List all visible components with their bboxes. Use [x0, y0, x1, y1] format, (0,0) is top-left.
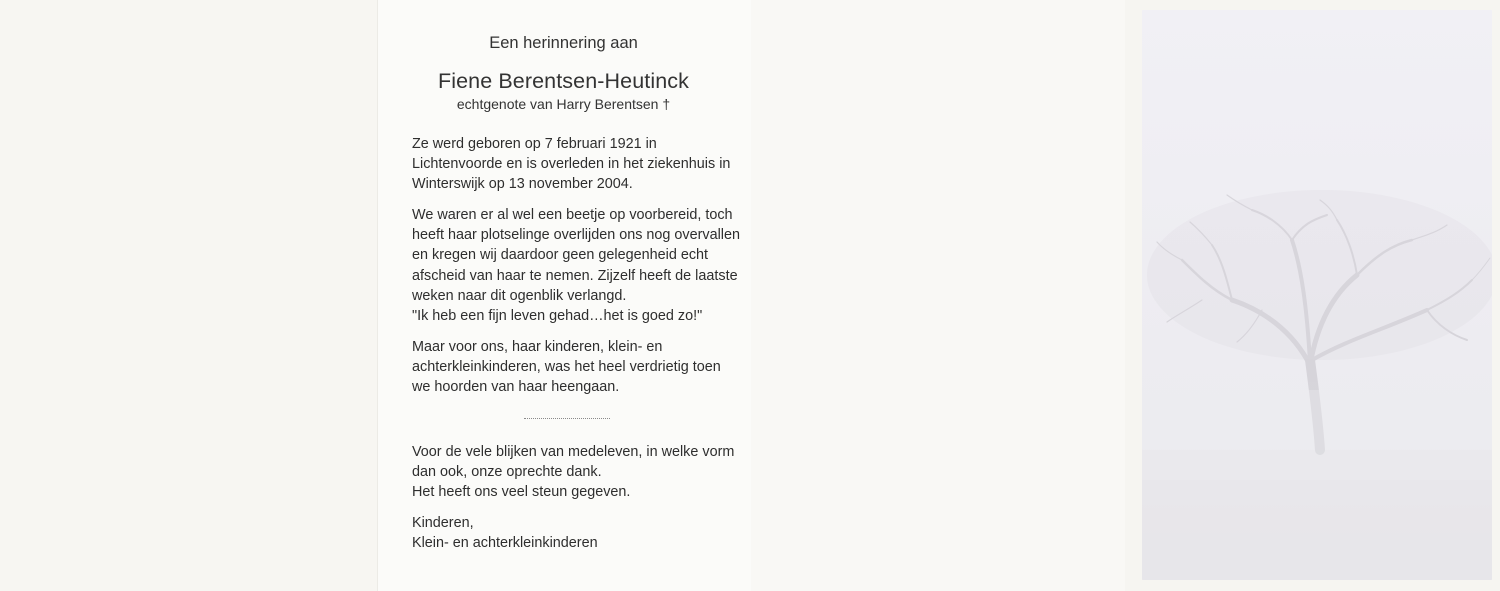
thanks-paragraph [412, 442, 735, 503]
text-line: Het heeft ons veel steun gegeven. [412, 484, 631, 501]
background-left [0, 0, 377, 591]
signature-line: Kinderen, [412, 515, 474, 531]
birth-death-paragraph [412, 134, 732, 195]
text-line: Lichtenvoorde en is overleden in het ziekenhuis in [412, 156, 731, 173]
fog-layer [1142, 390, 1492, 480]
tree-illustration [1142, 10, 1492, 580]
family-paragraph [412, 337, 732, 398]
text-line: Ze werd geboren op 7 februari 1921 in [412, 136, 657, 152]
blank-inner-page [751, 0, 1125, 591]
text-line: Winterswijk op 13 november 2004. [412, 176, 633, 193]
deceased-name: Fiene Berentsen-Heutinck [438, 69, 689, 93]
text-line: afscheid van haar te nemen. Zijzelf heeft de laatste [412, 267, 738, 284]
tree-in-fog-photo [1142, 10, 1492, 580]
text-line: achterkleinkinderen, was het heel verdrietig toen [412, 359, 721, 376]
text-line: dan ook, onze oprechte dank. [412, 464, 602, 481]
spouse-line: echtgenote van Harry Berentsen † [456, 96, 671, 112]
reflection-paragraph [412, 205, 741, 326]
signature-block [412, 513, 732, 553]
tree-canopy-haze [1147, 190, 1492, 360]
dotted-divider [524, 418, 610, 419]
quote-line: "Ik heb een fijn leven gehad…het is goed zo!" [412, 308, 703, 325]
text-line: We waren er al wel een beetje op voorbereid, toch [412, 207, 733, 223]
text-line: weken naar dit ogenblik verlangd. [412, 287, 627, 304]
text-line: Voor de vele blijken van medeleven, in welke vorm [412, 444, 735, 460]
text-line: Maar voor ons, haar kinderen, klein- en [412, 339, 663, 355]
text-line: we hoorden van haar heengaan. [412, 379, 620, 396]
text-line: en kregen wij daardoor geen gelegenheid echt [412, 247, 709, 264]
text-line: heeft haar plotselinge overlijden ons nog overvallen [412, 227, 741, 244]
card-intro: Een herinnering aan [489, 34, 638, 52]
signature-line: Klein- en achterkleinkinderen [412, 535, 598, 552]
